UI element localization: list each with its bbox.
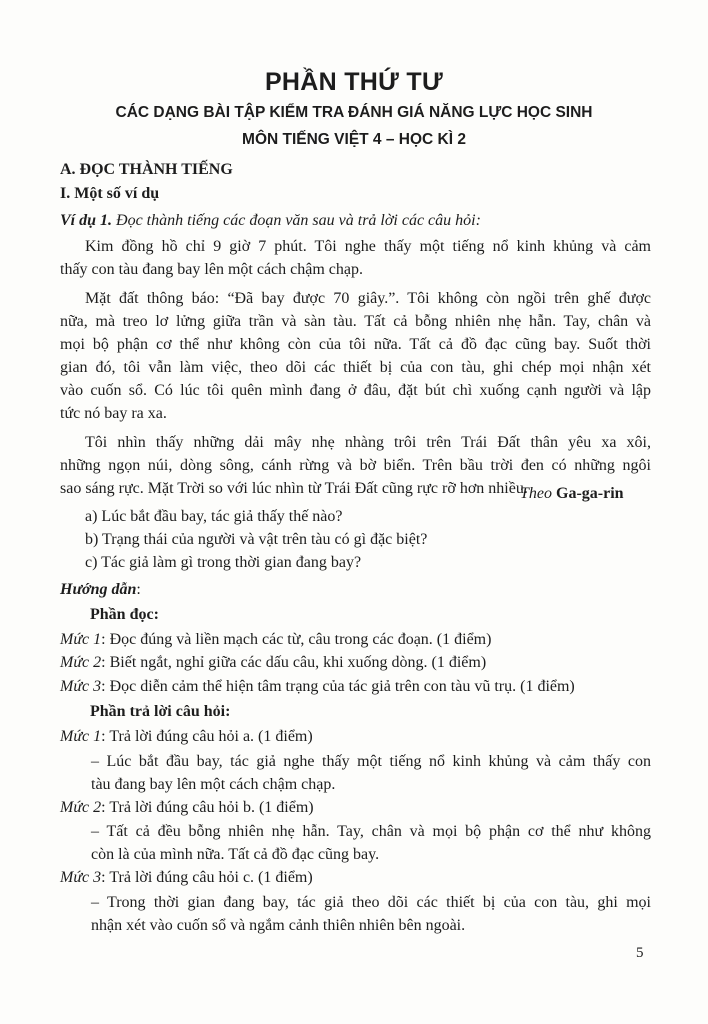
criterion-level: Mức 2 [60, 799, 102, 816]
passage-line: mọi bộ phận cơ thể như không còn của tôi nữa. Tất cả đồ đạc cũng bay. Suốt thời [60, 336, 651, 353]
answer-line: – Trong thời gian đang bay, tác giả theo dõi các thiết bị của con tàu, ghi mọi [91, 894, 651, 911]
reading-criterion [60, 630, 491, 650]
passage-line: sao sáng rực. Mặt Trời so với lúc nhìn từ Trái Đất cũng rực rỡ hơn nhiều. [60, 480, 528, 497]
passage-line: nữa, mà treo lơ lửng giữa trần và sàn tàu. Tất cả bỗng nhiên nhẹ hẫn. Tay, chân và [60, 313, 651, 330]
criterion-text: : Trả lời đúng câu hỏi b. (1 điểm) [101, 799, 314, 816]
reading-criterion [60, 653, 486, 673]
passage-line: gian đó, tôi vẫn làm việc, theo dõi các thiết bị của con tàu, ghi chép mọi nhận xét [60, 359, 651, 376]
page-title: PHẦN THỨ TƯ [264, 68, 444, 96]
answer-criterion [60, 727, 313, 747]
guide-heading-colon: : [136, 581, 141, 598]
example-label: Ví dụ 1. [60, 212, 113, 229]
answer-line: còn là của mình nữa. Tất cả đồ đạc cũng bay. [91, 846, 380, 863]
question-a: a) Lúc bắt đầu bay, tác giả thấy thế nào? [85, 508, 343, 525]
example-instruction [60, 211, 481, 231]
reading-criterion [60, 677, 575, 697]
answer-line: tàu đang bay lên một cách chậm chạp. [91, 776, 336, 793]
criterion-text: : Trả lời đúng câu hỏi c. (1 điểm) [101, 869, 313, 886]
passage-line: vào cuốn sổ. Có lúc tôi quên mình đang ở đâu, đặt bút chì xuống cạnh người và lập [60, 382, 651, 399]
section-a-heading: A. ĐỌC THÀNH TIẾNG [60, 161, 233, 178]
example-instruction-text: Đọc thành tiếng các đoạn văn sau và trả lời các câu hỏi: [112, 212, 481, 229]
answer-heading: Phần trả lời câu hỏi: [90, 703, 231, 720]
guide-heading [60, 580, 141, 600]
criterion-level: Mức 1 [60, 631, 102, 648]
passage-line: thấy con tàu đang bay lên một cách chậm chạp. [60, 261, 363, 278]
source-prefix: Theo [520, 485, 556, 502]
criterion-text: : Đọc đúng và liền mạch các từ, câu trong các đoạn. (1 điểm) [101, 631, 492, 648]
criterion-text: : Trả lời đúng câu hỏi a. (1 điểm) [101, 728, 313, 745]
passage-line: Kim đồng hồ chỉ 9 giờ 7 phút. Tôi nghe thấy một tiếng nổ kinh khủng và cảm [85, 238, 651, 255]
subtitle-line-1: CÁC DẠNG BÀI TẬP KIỂM TRA ĐÁNH GIÁ NĂNG LỰC HỌC SINH [115, 104, 593, 121]
reading-heading: Phần đọc: [90, 606, 159, 623]
criterion-level: Mức 2 [60, 654, 102, 671]
subtitle-line-2: MÔN TIẾNG VIỆT 4 – HỌC KÌ 2 [242, 131, 466, 148]
passage-source [520, 484, 624, 504]
question-c: c) Tác giả làm gì trong thời gian đang bay? [85, 554, 362, 571]
answer-line: nhận xét vào cuốn sổ và ngắm cảnh thiên nhiên bên ngoài. [91, 917, 466, 934]
criterion-text: : Đọc diễn cảm thể hiện tâm trạng của tác giả trên con tàu vũ trụ. (1 điểm) [101, 678, 575, 695]
answer-criterion [60, 868, 313, 888]
passage-line: tức nó bay ra xa. [60, 405, 167, 422]
passage-line: Tôi nhìn thấy những dải mây nhẹ nhàng trôi trên Trái Đất thân yêu xa xôi, [85, 434, 651, 451]
answer-line: – Tất cả đều bỗng nhiên nhẹ hẫn. Tay, chân và mọi bộ phận cơ thể như không [91, 823, 651, 840]
guide-heading-text: Hướng dẫn [60, 581, 137, 598]
question-b: b) Trạng thái của người và vật trên tàu có gì đặc biệt? [85, 531, 428, 548]
answer-criterion [60, 798, 314, 818]
passage-line: Mặt đất thông báo: “Đã bay được 70 giây.”. Tôi không còn ngồi trên ghế được [85, 290, 651, 307]
section-i-heading: I. Một số ví dụ [60, 185, 160, 202]
criterion-level: Mức 3 [60, 678, 102, 695]
answer-line: – Lúc bắt đầu bay, tác giả nghe thấy một tiếng nổ kinh khủng và cảm thấy con [91, 753, 651, 770]
criterion-text: : Biết ngắt, nghỉ giữa các dấu câu, khi xuống dòng. (1 điểm) [101, 654, 487, 671]
page-number: 5 [636, 945, 644, 961]
criterion-level: Mức 3 [60, 869, 102, 886]
criterion-level: Mức 1 [60, 728, 102, 745]
passage-line: những ngọn núi, dòng sông, cánh rừng và bờ biển. Trên bầu trời đen có những ngôi [60, 457, 651, 474]
source-author: Ga-ga-rin [556, 485, 624, 502]
